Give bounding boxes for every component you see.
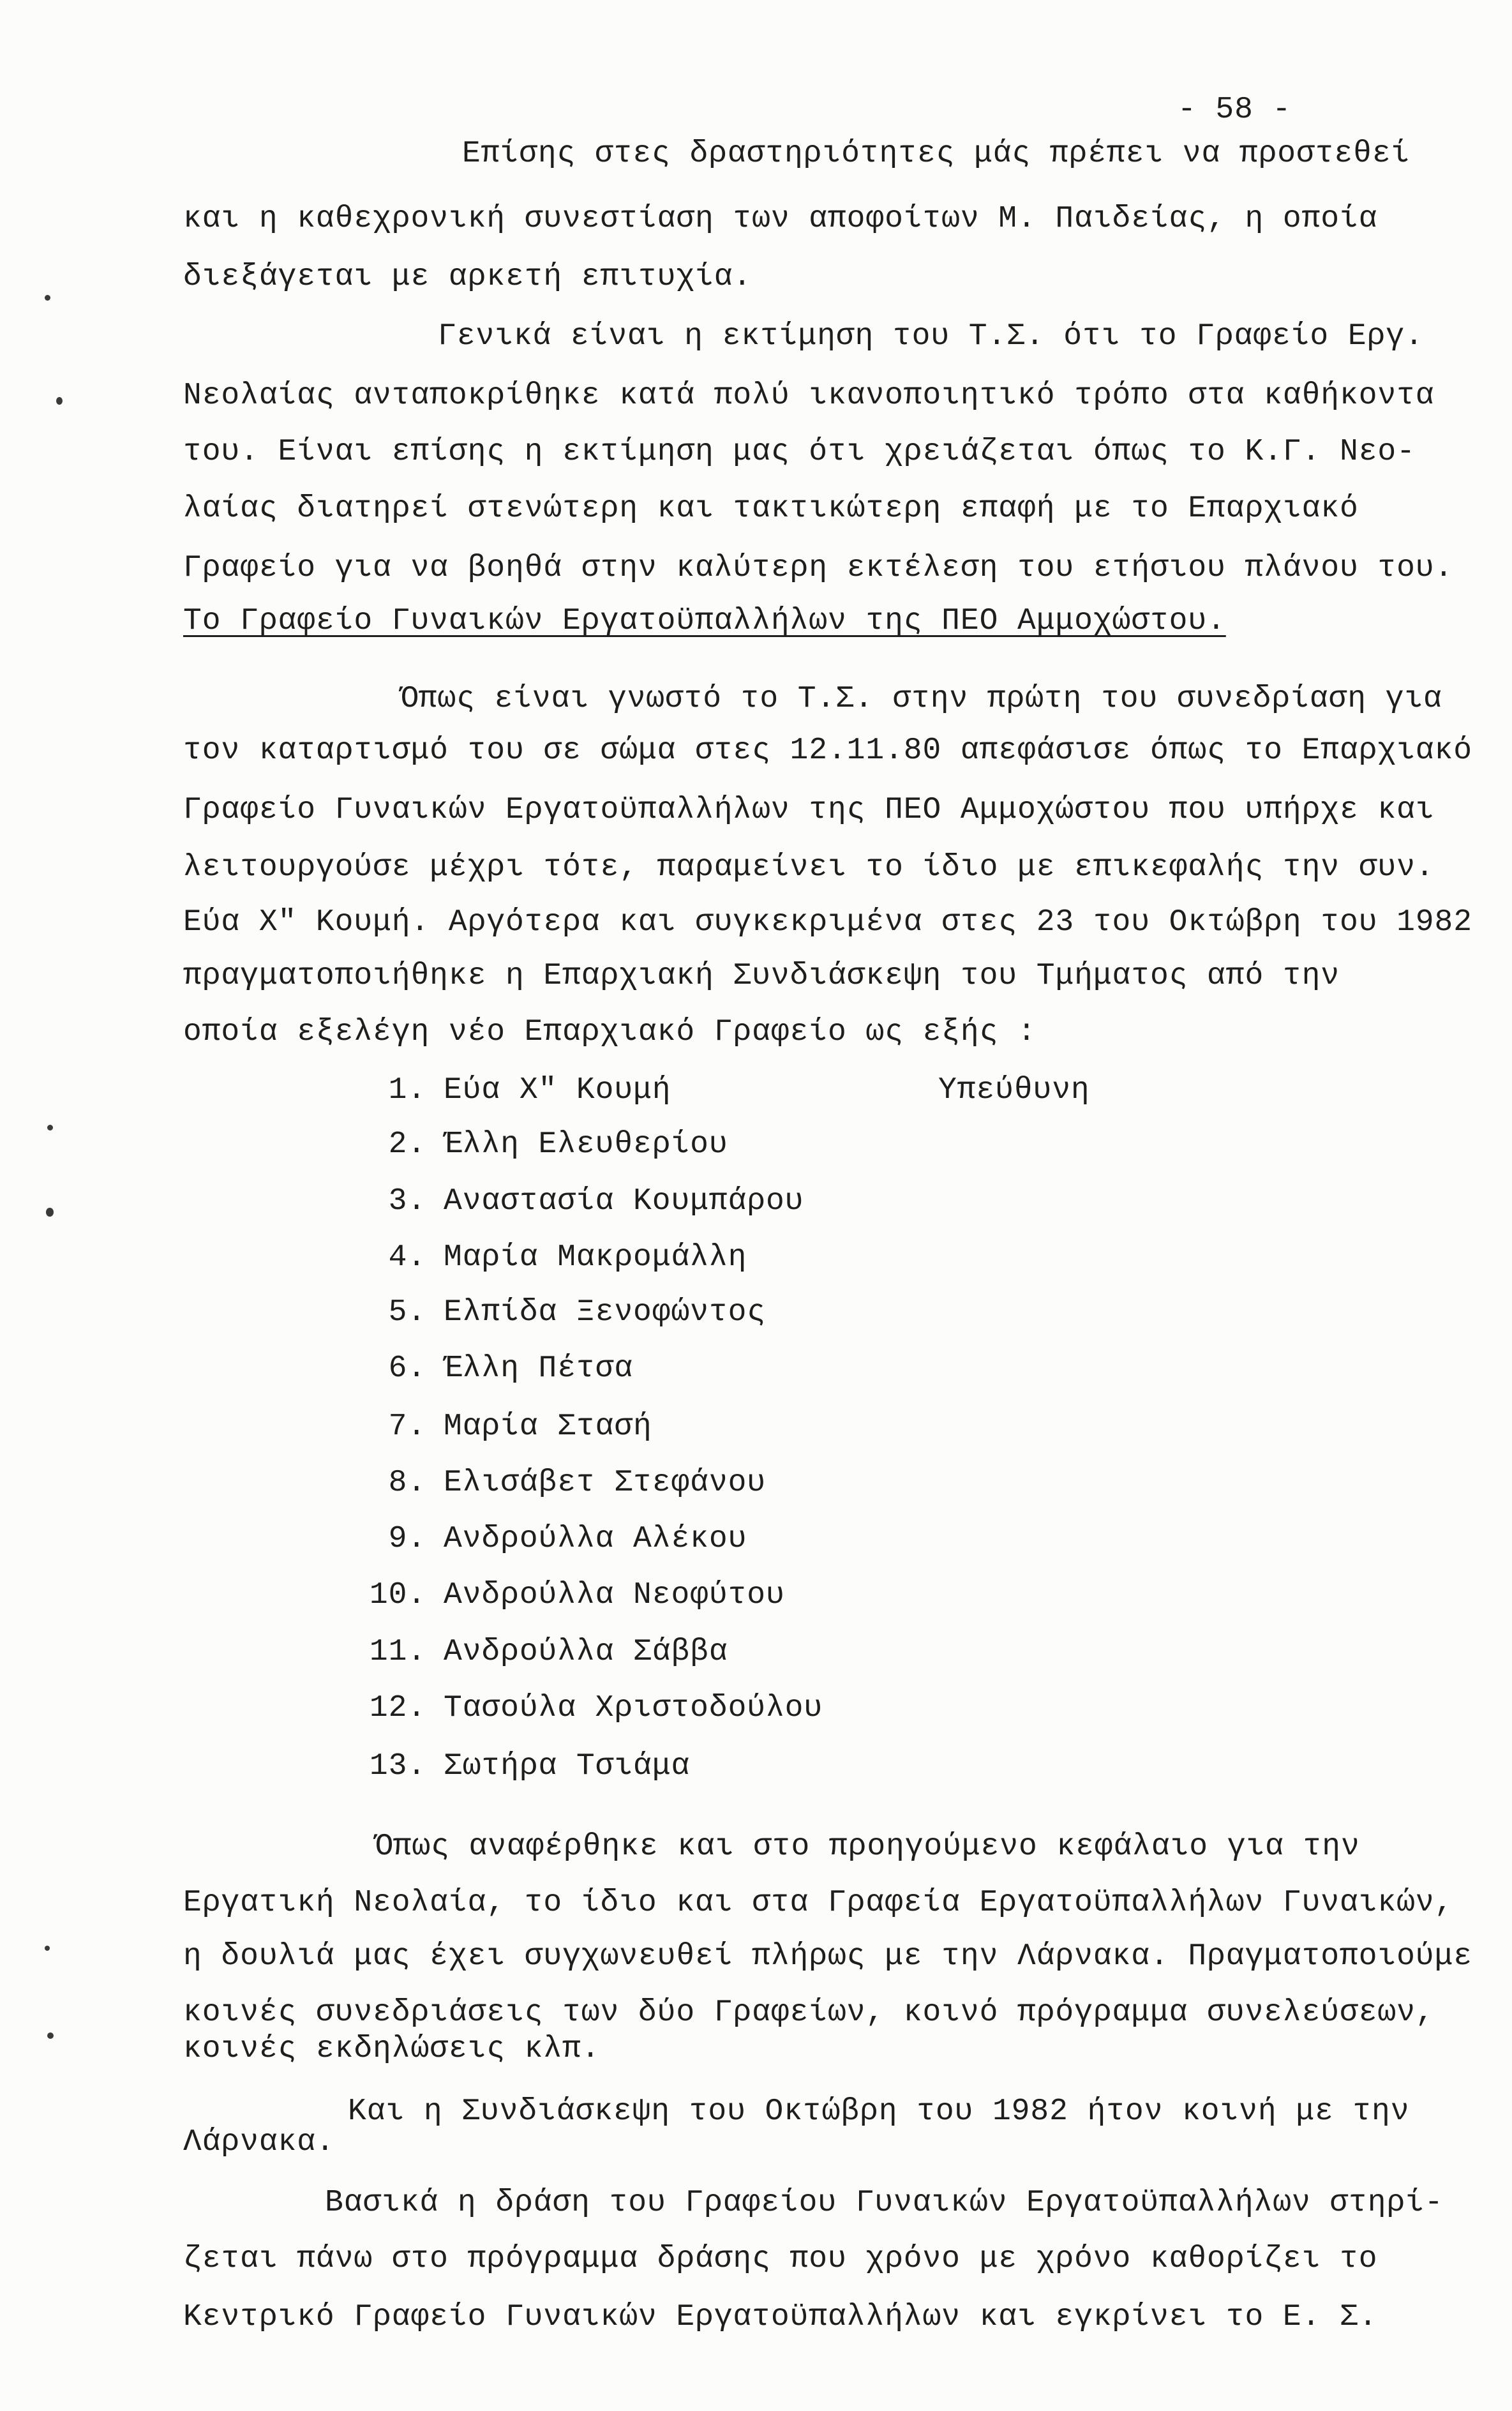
margin-mark: [56, 397, 63, 405]
paragraph-line: Εύα Χ" Κουμή. Αργότερα και συγκεκριμένα στες 23 του Οκτώβρη του 1982: [183, 905, 1472, 940]
margin-mark: [47, 1125, 53, 1130]
paragraph-line: πραγματοποιήθηκε η Επαρχιακή Συνδιάσκεψη του Τμήματος από την: [183, 959, 1340, 993]
member-number: 3.: [388, 1184, 426, 1219]
member-name: Έλλη Πέτσα: [444, 1351, 634, 1386]
paragraph-line: και η καθεχρονική συνεστίαση των αποφοίτων Μ. Παιδείας, η οποία: [183, 202, 1378, 236]
member-number: 6.: [388, 1351, 426, 1386]
member-row: [0, 1633, 1512, 1671]
member-number: 7.: [388, 1409, 426, 1444]
member-name: Εύα Χ" Κουμή: [444, 1073, 671, 1108]
paragraph-line: Βασικά η δράση του Γραφείου Γυναικών Εργατοϋπαλλήλων στηρί-: [325, 2186, 1444, 2220]
member-name: Ελισάβετ Στεφάνου: [444, 1466, 766, 1500]
paragraph-line: λειτουργούσε μέχρι τότε, παραμείνει το ίδιο με επικεφαλής την συν.: [183, 850, 1435, 885]
member-row: [0, 1182, 1512, 1221]
paragraph-line: λαίας διατηρεί στενώτερη και τακτικώτερη επαφή με το Επαρχιακό: [183, 492, 1359, 526]
member-row: [0, 1747, 1512, 1785]
member-role: Υπεύθυνη: [938, 1073, 1090, 1108]
paragraph-line: Όπως είναι γνωστό το Τ.Σ. στην πρώτη του συνεδρίαση για: [400, 682, 1442, 716]
member-row: [0, 1293, 1512, 1332]
paragraph-line: του. Είναι επίσης η εκτίμηση μας ότι χρειάζεται όπως το Κ.Γ. Νεο-: [183, 435, 1416, 469]
member-row: [0, 1520, 1512, 1558]
paragraph-line: Γραφείο για να βοηθά στην καλύτερη εκτέλεση του ετήσιου πλάνου του.: [183, 551, 1454, 585]
member-number: 12.: [369, 1691, 426, 1725]
paragraph-line: διεξάγεται με αρκετή επιτυχία.: [183, 260, 752, 294]
paragraph-line: Λάρνακα.: [183, 2125, 335, 2159]
paragraph-line: Επίσης στες δραστηριότητες μάς πρέπει να προστεθεί: [462, 137, 1411, 171]
paragraph-line: κοινές εκδηλώσεις κλπ.: [183, 2032, 601, 2066]
member-row: [0, 1238, 1512, 1277]
paragraph-line: Όπως αναφέρθηκε και στο προηγούμενο κεφάλαιο για την: [374, 1829, 1360, 1864]
member-number: 8.: [388, 1466, 426, 1500]
paragraph-line: Γραφείο Γυναικών Εργατοϋπαλλήλων της ΠΕΟ Αμμοχώστου που υπήρχε και: [183, 793, 1435, 827]
member-number: 10.: [369, 1578, 426, 1612]
member-name: Αναστασία Κουμπάρου: [444, 1184, 804, 1219]
member-number: 1.: [388, 1073, 426, 1108]
member-row: [0, 1464, 1512, 1502]
member-row: [0, 1689, 1512, 1727]
member-name: Μαρία Στασή: [444, 1409, 652, 1444]
margin-mark: [46, 1208, 54, 1217]
member-number: 2.: [388, 1127, 426, 1162]
member-name: Ανδρούλλα Σάββα: [444, 1635, 728, 1669]
member-number: 5.: [388, 1295, 426, 1330]
margin-mark: [45, 1946, 50, 1951]
paragraph-line: Κεντρικό Γραφείο Γυναικών Εργατοϋπαλλήλων και εγκρίνει το Ε. Σ.: [183, 2300, 1378, 2334]
member-name: Ελπίδα Ξενοφώντος: [444, 1295, 766, 1330]
paragraph-line: Γενικά είναι η εκτίμηση του Τ.Σ. ότι το Γραφείο Εργ.: [438, 319, 1424, 354]
paragraph-line: η δουλιά μας έχει συγχωνευθεί πλήρως με την Λάρνακα. Πραγματοποιούμε: [183, 1939, 1472, 1974]
member-number: 9.: [388, 1522, 426, 1556]
member-row: [0, 1576, 1512, 1614]
member-number: 4.: [388, 1240, 426, 1275]
margin-mark: [47, 2032, 54, 2039]
member-name: Σωτήρα Τσιάμα: [444, 1749, 691, 1784]
section-heading: Το Γραφείο Γυναικών Εργατοϋπαλλήλων της ΠΕΟ Αμμοχώστου.: [183, 604, 1226, 638]
paragraph-line: Νεολαίας ανταποκρίθηκε κατά πολύ ικανοποιητικό τρόπο στα καθήκοντα: [183, 379, 1435, 413]
paragraph-line: οποία εξελέγη νέο Επαρχιακό Γραφείο ως εξής :: [183, 1015, 1037, 1049]
member-name: Ανδρούλλα Αλέκου: [444, 1522, 747, 1556]
member-name: Ανδρούλλα Νεοφύτου: [444, 1578, 785, 1612]
member-number: 11.: [369, 1635, 426, 1669]
paragraph-line: τον καταρτισμό του σε σώμα στες 12.11.80 απεφάσισε όπως το Επαρχιακό: [183, 733, 1472, 768]
paragraph-line: κοινές συνεδριάσεις των δύο Γραφείων, κοινό πρόγραμμα συνελεύσεων,: [183, 1995, 1435, 2030]
member-name: Μαρία Μακρομάλλη: [444, 1240, 747, 1275]
member-row: [0, 1349, 1512, 1388]
member-number: 13.: [369, 1749, 426, 1784]
paragraph-line: Και η Συνδιάσκεψη του Οκτώβρη του 1982 ήτον κοινή με την: [348, 2094, 1410, 2129]
member-name: Τασούλα Χριστοδούλου: [444, 1691, 823, 1725]
paragraph-line: Εργατική Νεολαία, το ίδιο και στα Γραφεία Εργατοϋπαλλήλων Γυναικών,: [183, 1886, 1454, 1920]
member-row: [0, 1408, 1512, 1446]
member-name: Έλλη Ελευθερίου: [444, 1127, 728, 1162]
member-row: [0, 1125, 1512, 1164]
margin-mark: [45, 295, 50, 301]
member-row: [0, 1071, 1512, 1109]
paragraph-line: ζεται πάνω στο πρόγραμμα δράσης που χρόνο με χρόνο καθορίζει το: [183, 2242, 1378, 2276]
page-number: - 58 -: [1178, 93, 1292, 127]
